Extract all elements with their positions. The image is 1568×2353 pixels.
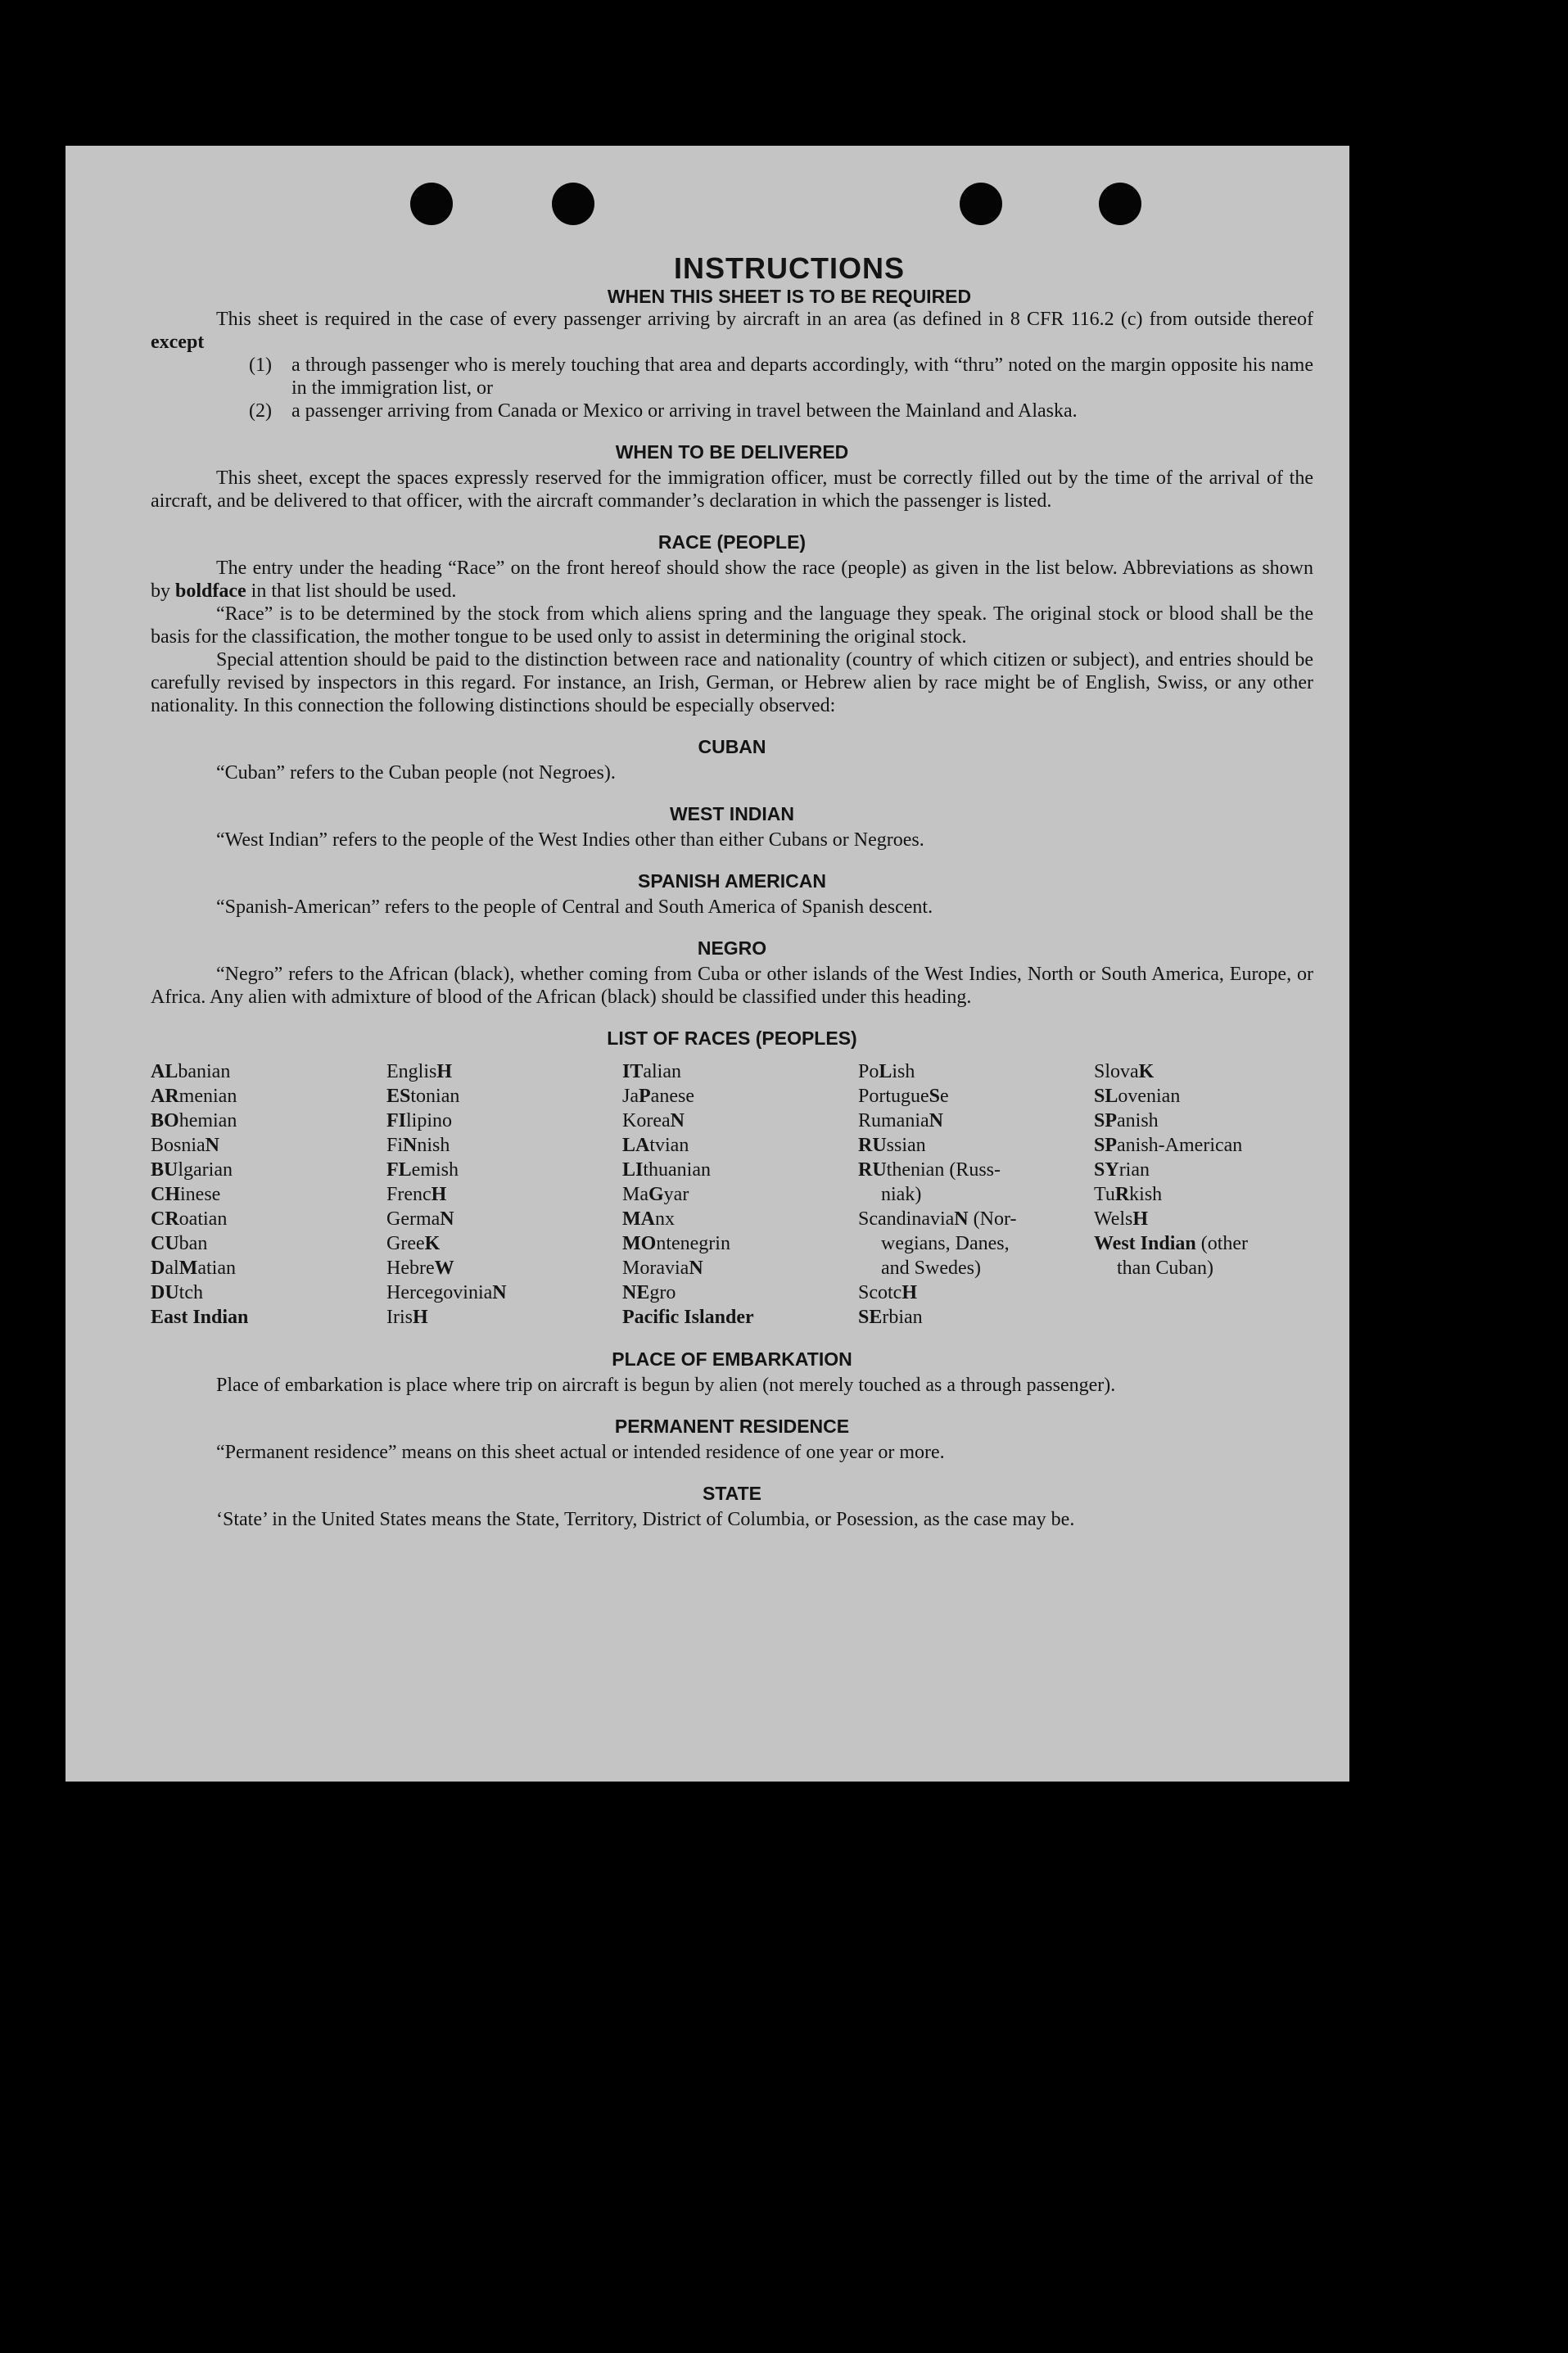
required-intro: This sheet is required in the case of every passenger arriving by aircraft in an area (as defined in 8 CFR 116.2 (c) from outside thereof except — [151, 309, 1313, 353]
race-entry: SPanish — [1094, 1110, 1159, 1131]
race-entry: KoreaN — [622, 1110, 685, 1131]
race-entry: ALbanian — [151, 1061, 231, 1082]
page-title: INSTRUCTIONS — [674, 251, 905, 285]
punch-hole — [1099, 183, 1141, 225]
section-heading-race: RACE (PEOPLE) — [657, 531, 807, 553]
races-column — [858, 1059, 1094, 1330]
race-entry: EnglisH — [386, 1061, 453, 1082]
races-column — [1094, 1059, 1323, 1330]
race-entry: IrisH — [386, 1307, 428, 1328]
race-entry: HebreW — [386, 1258, 454, 1279]
race-entry: RumaniaN — [858, 1110, 943, 1131]
negro-text: “Negro” refers to the African (black), whether coming from Cuba or other islands of the West Indies, North or South America, Europe, or Africa. Any alien with admixture of blood of the African (black) should be classified under this heading. — [151, 964, 1313, 1008]
race-entry: wegians, Danes, — [881, 1233, 1010, 1254]
race-entry: GermaN — [386, 1208, 454, 1230]
race-entry: RUssian — [858, 1135, 926, 1156]
residence-text: “Permanent residence” means on this sheet actual or intended residence of one year or more. — [216, 1442, 945, 1463]
race-entry: ITalian — [622, 1061, 681, 1082]
race-entry: GreeK — [386, 1233, 441, 1254]
race-entry: SPanish-American — [1094, 1135, 1243, 1156]
race-entry: niak) — [881, 1184, 922, 1205]
section-heading-state: STATE — [703, 1483, 761, 1504]
document-body — [151, 252, 1313, 1531]
punch-hole — [410, 183, 453, 225]
section-heading-delivered: WHEN TO BE DELIVERED — [615, 441, 849, 463]
required-item-1: (1) a through passenger who is merely touching that area and departs accordingly, with “thru” noted on the margin opposite his name in the immigration list, or — [249, 355, 1313, 399]
races-column — [622, 1059, 858, 1330]
race-entry: EStonian — [386, 1086, 460, 1107]
race-entry: and Swedes) — [881, 1258, 981, 1279]
section-heading-west-indian: WEST INDIAN — [669, 803, 795, 824]
race-paragraph-3: Special attention should be paid to the distinction between race and nationality (country of which citizen or subject), and entries should be carefully revised by inspectors in this regard. For instance, an Irish, German, or Hebrew alien by race might be of English, Swiss, or any other nationality. In this connection the following distinctions should be especially observed: — [151, 649, 1313, 716]
races-list — [151, 1059, 1313, 1330]
cuban-text: “Cuban” refers to the Cuban people (not Negroes). — [216, 762, 616, 784]
west-indian-text: “West Indian” refers to the people of the West Indies other than either Cubans or Negroes. — [216, 829, 924, 851]
race-entry: MaGyar — [622, 1184, 689, 1205]
race-entry: CUban — [151, 1233, 208, 1254]
delivered-text: This sheet, except the spaces expressly reserved for the immigration officer, must be correctly filled out by the time of the arrival of the aircraft, and be delivered to that officer, with the aircraft commander’s declaration in which the passenger is listed. — [151, 467, 1313, 512]
document-page — [66, 146, 1349, 1782]
race-entry: BUlgarian — [151, 1159, 233, 1181]
race-entry: WelsH — [1094, 1208, 1149, 1230]
section-heading-negro: NEGRO — [697, 937, 767, 959]
race-entry: SErbian — [858, 1307, 923, 1328]
section-heading-spanish-american: SPANISH AMERICAN — [637, 870, 826, 892]
race-entry: HercegoviniaN — [386, 1282, 507, 1303]
race-paragraph-1: The entry under the heading “Race” on the front hereof should show the race (people) as given in the list below. Abbreviations as shown by boldface in that list should be used. — [151, 558, 1313, 602]
race-entry: PoLish — [858, 1061, 915, 1082]
section-heading-residence: PERMANENT RESIDENCE — [614, 1416, 850, 1437]
race-entry: TuRkish — [1094, 1184, 1163, 1205]
punch-hole — [552, 183, 594, 225]
race-entry: MoraviaN — [622, 1258, 703, 1279]
section-heading-cuban: CUBAN — [698, 736, 766, 757]
races-column — [386, 1059, 622, 1330]
races-column — [151, 1059, 386, 1330]
race-entry: JaPanese — [622, 1086, 694, 1107]
race-entry: ScotcH — [858, 1282, 917, 1303]
race-entry: SLovenian — [1094, 1086, 1181, 1107]
race-entry: CHinese — [151, 1184, 221, 1205]
race-entry: LAtvian — [622, 1135, 689, 1156]
race-entry: DUtch — [151, 1282, 203, 1303]
embarkation-text: Place of embarkation is place where trip on aircraft is begun by alien (not merely touched as a through passenger). — [216, 1375, 1116, 1396]
race-entry: SlovaK — [1094, 1061, 1155, 1082]
race-paragraph-2: “Race” is to be determined by the stock from which aliens spring and the language they speak. The original stock or blood shall be the basis for the classification, the mother tongue to be used only to assist in determining the original stock. — [151, 603, 1313, 648]
punch-hole — [960, 183, 1002, 225]
race-entry: ARmenian — [151, 1086, 237, 1107]
race-entry: CRoatian — [151, 1208, 228, 1230]
race-entry: than Cuban) — [1117, 1258, 1213, 1279]
race-entry: RUthenian (Russ- — [858, 1159, 1001, 1181]
race-entry: East Indian — [151, 1307, 249, 1328]
race-entry: PortugueSe — [858, 1086, 949, 1107]
section-heading-required: WHEN THIS SHEET IS TO BE REQUIRED — [607, 286, 972, 307]
spanish-american-text: “Spanish-American” refers to the people of Central and South America of Spanish descent. — [216, 896, 933, 918]
race-entry: FLemish — [386, 1159, 459, 1181]
race-entry: ScandinaviaN (Nor- — [858, 1208, 1017, 1230]
race-entry: FiNnish — [386, 1135, 450, 1156]
race-entry: DalMatian — [151, 1258, 236, 1279]
race-entry: MOntenegrin — [622, 1233, 730, 1254]
state-text: ‘State’ in the United States means the State, Territory, District of Columbia, or Posession, as the case may be. — [216, 1509, 1075, 1530]
race-entry: MAnx — [622, 1208, 675, 1230]
race-entry: Pacific Islander — [622, 1307, 754, 1328]
race-entry: BosniaN — [151, 1135, 220, 1156]
race-entry: BOhemian — [151, 1110, 237, 1131]
race-entry: FIlipino — [386, 1110, 453, 1131]
section-heading-races-list: LIST OF RACES (PEOPLES) — [607, 1027, 857, 1049]
race-entry: FrencH — [386, 1184, 447, 1205]
race-entry: NEgro — [622, 1282, 676, 1303]
race-entry: West Indian (other — [1094, 1233, 1249, 1254]
race-entry: SYrian — [1094, 1159, 1150, 1181]
race-entry: LIthuanian — [622, 1159, 711, 1181]
required-item-2: (2) a passenger arriving from Canada or Mexico or arriving in travel between the Mainland and Alaska. — [249, 400, 1078, 422]
section-heading-embarkation: PLACE OF EMBARKATION — [612, 1348, 852, 1370]
